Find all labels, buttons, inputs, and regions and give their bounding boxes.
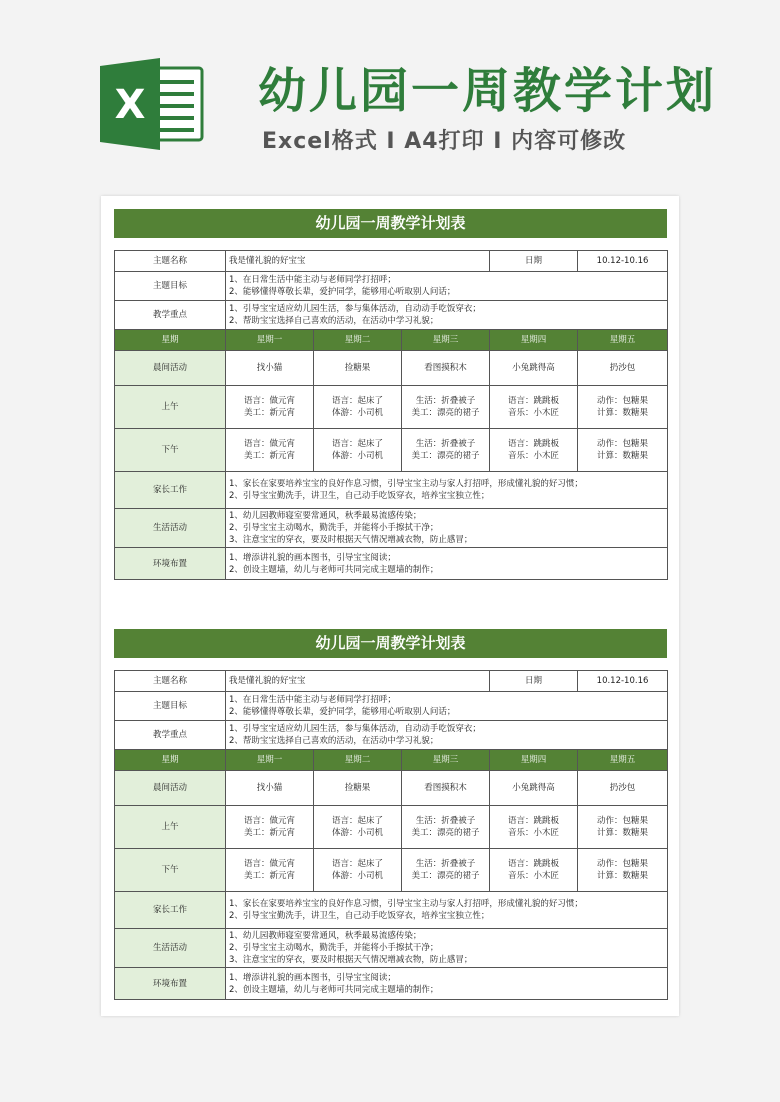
am-label: 上午 (115, 806, 226, 849)
plan-title: 幼儿园一周教学计划表 (114, 629, 667, 658)
plan-table (114, 629, 667, 1000)
focus-label: 教学重点 (115, 301, 226, 330)
lesson-line: 语言：起床了 (331, 439, 383, 449)
text-line: 2、创设主题墙，幼儿与老师可共同完成主题墙的制作； (229, 564, 439, 575)
lesson-line: 美工：漂亮的裙子 (411, 828, 480, 838)
am-cell (578, 386, 668, 429)
date-value: 10.12-10.16 (578, 251, 668, 272)
parent-text (226, 472, 668, 509)
lesson-line: 语言：跳跳板 (508, 396, 560, 406)
day-header: 星期三 (402, 330, 490, 351)
pm-label: 下午 (115, 849, 226, 892)
lesson-line: 动作：包糖果 (597, 816, 649, 826)
theme-label: 主题名称 (115, 251, 226, 272)
morning-cell: 小兔跳得高 (490, 771, 578, 806)
focus-line: 2、帮助宝宝选择自己喜欢的活动，在活动中学习礼貌； (229, 316, 439, 326)
parent-label: 家长工作 (115, 892, 226, 929)
text-line: 1、增添讲礼貌的画本图书，引导宝宝阅读； (229, 972, 396, 983)
pm-cell (314, 429, 402, 472)
am-label: 上午 (115, 386, 226, 429)
morning-cell: 找小猫 (226, 771, 314, 806)
date-label: 日期 (490, 251, 578, 272)
text-line: 2、引导宝宝勤洗手，讲卫生，自己动手吃饭穿衣，培养宝宝独立性； (229, 491, 490, 501)
lesson-line: 语言：做元宵 (243, 859, 295, 869)
text-line: 2、引导宝宝勤洗手，讲卫生，自己动手吃饭穿衣，培养宝宝独立性； (229, 911, 490, 921)
am-cell (314, 386, 402, 429)
pm-cell (226, 849, 314, 892)
focus-line: 1、引导宝宝适应幼儿园生活，参与集体活动，自动动手吃饭穿衣； (229, 304, 481, 314)
am-cell (226, 386, 314, 429)
goal-line: 1、在日常生活中能主动与老师同学打招呼； (229, 695, 396, 705)
am-cell (402, 386, 490, 429)
life-text (226, 929, 668, 968)
text-line: 1、家长在家要培养宝宝的良好作息习惯，引导宝宝主动与家人打招呼，形成懂礼貌的好习惯； (229, 479, 583, 489)
lesson-line: 音乐：小木匠 (508, 828, 560, 838)
life-text (226, 509, 668, 548)
morning-label: 晨间活动 (115, 771, 226, 806)
lesson-line: 语言：跳跳板 (508, 439, 560, 449)
text-line: 2、创设主题墙，幼儿与老师可共同完成主题墙的制作； (229, 984, 439, 995)
plan-grid (114, 250, 668, 580)
plan-table (114, 209, 667, 580)
text-line: 3、注意宝宝的穿衣，要及时根据天气情况增减衣物，防止感冒； (229, 955, 473, 965)
text-line: 1、家长在家要培养宝宝的良好作息习惯，引导宝宝主动与家人打招呼，形成懂礼貌的好习惯； (229, 899, 583, 909)
lesson-line: 语言：起床了 (331, 816, 383, 826)
day-header: 星期一 (226, 330, 314, 351)
lesson-line: 美工：新元宵 (243, 871, 295, 881)
pm-cell (226, 429, 314, 472)
lesson-line: 美工：新元宵 (243, 828, 295, 838)
pm-cell (578, 849, 668, 892)
lesson-line: 体游：小司机 (331, 408, 383, 418)
lesson-line: 音乐：小木匠 (508, 871, 560, 881)
lesson-line: 生活：折叠被子 (415, 859, 476, 869)
lesson-line: 计算：数糖果 (597, 828, 649, 838)
theme-label: 主题名称 (115, 671, 226, 692)
lesson-line: 动作：包糖果 (597, 439, 649, 449)
am-cell (490, 806, 578, 849)
week-header: 星期 (115, 330, 226, 351)
morning-cell: 捡糖果 (314, 351, 402, 386)
plan-title: 幼儿园一周教学计划表 (114, 209, 667, 238)
lesson-line: 美工：漂亮的裙子 (411, 451, 480, 461)
lesson-line: 动作：包糖果 (597, 859, 649, 869)
pm-cell (490, 429, 578, 472)
lesson-line: 美工：漂亮的裙子 (411, 408, 480, 418)
am-cell (402, 806, 490, 849)
day-header: 星期四 (490, 750, 578, 771)
text-line: 3、注意宝宝的穿衣，要及时根据天气情况增减衣物，防止感冒； (229, 535, 473, 545)
lesson-line: 语言：起床了 (331, 859, 383, 869)
day-header: 星期五 (578, 330, 668, 351)
lesson-line: 音乐：小木匠 (508, 451, 560, 461)
focus-line: 2、帮助宝宝选择自己喜欢的活动，在活动中学习礼貌； (229, 736, 439, 746)
lesson-line: 美工：新元宵 (243, 451, 295, 461)
lesson-line: 体游：小司机 (331, 451, 383, 461)
lesson-line: 体游：小司机 (331, 871, 383, 881)
goal-text (226, 692, 668, 721)
goal-text (226, 272, 668, 301)
parent-text (226, 892, 668, 929)
lesson-line: 语言：做元宵 (243, 396, 295, 406)
lesson-line: 美工：新元宵 (243, 408, 295, 418)
focus-label: 教学重点 (115, 721, 226, 750)
lesson-line: 生活：折叠被子 (415, 816, 476, 826)
morning-cell: 看图摸积木 (402, 771, 490, 806)
am-cell (578, 806, 668, 849)
lesson-line: 生活：折叠被子 (415, 439, 476, 449)
lesson-line: 语言：起床了 (331, 396, 383, 406)
morning-cell: 小兔跳得高 (490, 351, 578, 386)
day-header: 星期一 (226, 750, 314, 771)
pm-cell (490, 849, 578, 892)
page-subtitle: Excel格式 I A4打印 I 内容可修改 (262, 129, 627, 154)
lesson-line: 语言：做元宵 (243, 816, 295, 826)
morning-label: 晨间活动 (115, 351, 226, 386)
theme-value: 我是懂礼貌的好宝宝 (226, 251, 490, 272)
page-title: 幼儿园一周教学计划 (258, 63, 718, 119)
excel-icon-letter: X (114, 82, 146, 128)
week-header: 星期 (115, 750, 226, 771)
goal-line: 2、能够懂得尊敬长辈，爱护同学，能够用心听取别人问话； (229, 287, 456, 297)
pm-label: 下午 (115, 429, 226, 472)
excel-icon (100, 58, 208, 150)
env-label: 环境布置 (115, 968, 226, 1000)
day-header: 星期二 (314, 750, 402, 771)
document-paper (101, 196, 679, 1016)
morning-cell: 看图摸积木 (402, 351, 490, 386)
text-line: 1、幼儿园教师寝室要常通风，秋季最易流感传染； (229, 511, 422, 521)
am-cell (226, 806, 314, 849)
lesson-line: 计算：数糖果 (597, 408, 649, 418)
pm-cell (402, 849, 490, 892)
lesson-line: 动作：包糖果 (597, 396, 649, 406)
morning-cell: 找小猫 (226, 351, 314, 386)
text-line: 2、引导宝宝主动喝水，勤洗手，并能将小手擦拭干净； (229, 523, 439, 533)
lesson-line: 美工：漂亮的裙子 (411, 871, 480, 881)
morning-cell: 扔沙包 (578, 771, 668, 806)
lesson-line: 语言：跳跳板 (508, 816, 560, 826)
focus-text (226, 301, 668, 330)
lesson-line: 体游：小司机 (331, 828, 383, 838)
morning-cell: 扔沙包 (578, 351, 668, 386)
am-cell (314, 806, 402, 849)
goal-line: 1、在日常生活中能主动与老师同学打招呼； (229, 275, 396, 285)
lesson-line: 音乐：小木匠 (508, 408, 560, 418)
env-text (226, 968, 668, 1000)
text-line: 2、引导宝宝主动喝水，勤洗手，并能将小手擦拭干净； (229, 943, 439, 953)
lesson-line: 计算：数糖果 (597, 871, 649, 881)
env-label: 环境布置 (115, 548, 226, 580)
am-cell (490, 386, 578, 429)
lesson-line: 生活：折叠被子 (415, 396, 476, 406)
morning-cell: 捡糖果 (314, 771, 402, 806)
lesson-line: 计算：数糖果 (597, 451, 649, 461)
lesson-line: 语言：跳跳板 (508, 859, 560, 869)
date-value: 10.12-10.16 (578, 671, 668, 692)
day-header: 星期五 (578, 750, 668, 771)
pm-cell (578, 429, 668, 472)
focus-text (226, 721, 668, 750)
date-label: 日期 (490, 671, 578, 692)
plan-grid (114, 670, 668, 1000)
pm-cell (314, 849, 402, 892)
goal-line: 2、能够懂得尊敬长辈，爱护同学，能够用心听取别人问话； (229, 707, 456, 717)
parent-label: 家长工作 (115, 472, 226, 509)
day-header: 星期二 (314, 330, 402, 351)
day-header: 星期三 (402, 750, 490, 771)
theme-value: 我是懂礼貌的好宝宝 (226, 671, 490, 692)
pm-cell (402, 429, 490, 472)
focus-line: 1、引导宝宝适应幼儿园生活，参与集体活动，自动动手吃饭穿衣； (229, 724, 481, 734)
text-line: 1、增添讲礼貌的画本图书，引导宝宝阅读； (229, 552, 396, 563)
env-text (226, 548, 668, 580)
goal-label: 主题目标 (115, 692, 226, 721)
page-header (0, 0, 780, 190)
day-header: 星期四 (490, 330, 578, 351)
text-line: 1、幼儿园教师寝室要常通风，秋季最易流感传染； (229, 931, 422, 941)
lesson-line: 语言：做元宵 (243, 439, 295, 449)
life-label: 生活活动 (115, 929, 226, 968)
goal-label: 主题目标 (115, 272, 226, 301)
life-label: 生活活动 (115, 509, 226, 548)
